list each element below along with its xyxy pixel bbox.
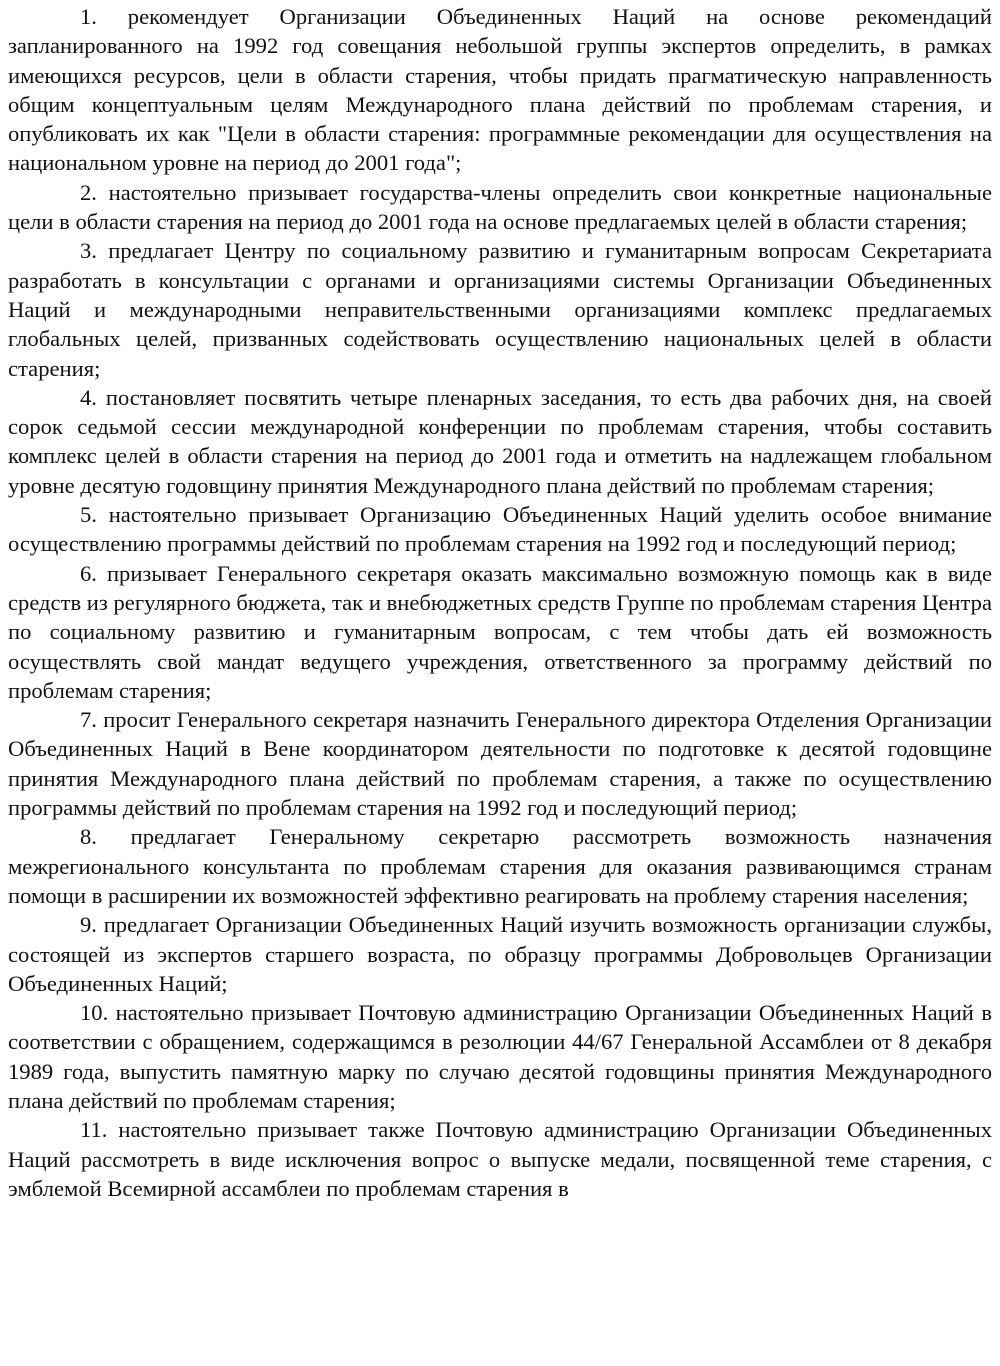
paragraph-10: 10. настоятельно призывает Почтовую администрацию Организации Объединенных Наций в соответствии с обращением, содержащимся в резолюции 44/67 Генеральной Ассамблеи от 8 декабря 1989 года, выпустить памятную марку по случаю десятой годовщины принятия Международного плана действий по проблемам старения; — [8, 1000, 992, 1113]
paragraph-1: 1. рекомендует Организации Объединенных Наций на основе рекомендаций запланированного на 1992 год совещания небольшой группы экспертов определить, в рамках имеющихся ресурсов, цели в области старения, чтобы придать прагматическую направленность общим концептуальным целям Международного плана действий по проблемам старения, и опубликовать их как "Цели в области старения: программные рекомендации для осуществления на национальном уровне на период до 2001 года"; — [8, 4, 992, 176]
paragraph-2: 2. настоятельно призывает государства-члены определить свои конкретные национальные цели в области старения на период до 2001 года на основе предлагаемых целей в области старения; — [8, 179, 992, 235]
paragraph-6: 6. призывает Генерального секретаря оказать максимально возможную помощь как в виде средств из регулярного бюджета, так и внебюджетных средств Группе по проблемам старения Центра по социальному развитию и гуманитарным вопросам, с тем чтобы дать ей возможность осуществлять свой мандат ведущего учреждения, ответственного за программу действий по проблемам старения; — [8, 560, 992, 703]
paragraph-4: 4. постановляет посвятить четыре пленарных заседания, то есть два рабочих дня, на своей сорок седьмой сессии международной конференции по проблемам старения, чтобы составить комплекс целей в области старения на период до 2001 года и отметить на надлежащем глобальном уровне десятую годовщину принятия Международного плана действий по проблемам старения; — [8, 384, 992, 498]
paragraph-7: 7. просит Генерального секретаря назначить Генерального директора Отделения Организации Объединенных Наций в Вене координатором деятельности по подготовке к десятой годовщине принятия Международного плана действий по проблемам старения, а также по осуществлению программы действий по проблемам старения на 1992 год и последующий период; — [8, 707, 992, 821]
paragraph-5: 5. настоятельно призывает Организацию Объединенных Наций уделить особое внимание осуществлению программы действий по проблемам старения на 1992 год и последующий период; — [8, 502, 992, 557]
paragraph-9: 9. предлагает Организации Объединенных Наций изучить возможность организации службы, состоящей из экспертов старшего возраста, по образцу программы Добровольцев Организации Объединенных Наций; — [8, 912, 992, 996]
document-page — [8, 2, 992, 1203]
paragraph-3: 3. предлагает Центру по социальному развитию и гуманитарным вопросам Секретариата разработать в консультации с органами и организациями системы Организации Объединенных Наций и международными неправительственными организациями комплекс предлагаемых глобальных целей, призванных содействовать осуществлению национальных целей в области старения; — [8, 238, 992, 381]
paragraph-8: 8. предлагает Генеральному секретарю рассмотреть возможность назначения межрегионального консультанта по проблемам старения для оказания развивающимся странам помощи в расширении их возможностей эффективно реагировать на проблему старения населения; — [8, 824, 992, 908]
paragraph-11: 11. настоятельно призывает также Почтовую администрацию Организации Объединенных Наций рассмотреть в виде исключения вопрос о выпуске медали, посвященной теме старения, с эмблемой Всемирной ассамблеи по проблемам старения в — [8, 1117, 992, 1201]
